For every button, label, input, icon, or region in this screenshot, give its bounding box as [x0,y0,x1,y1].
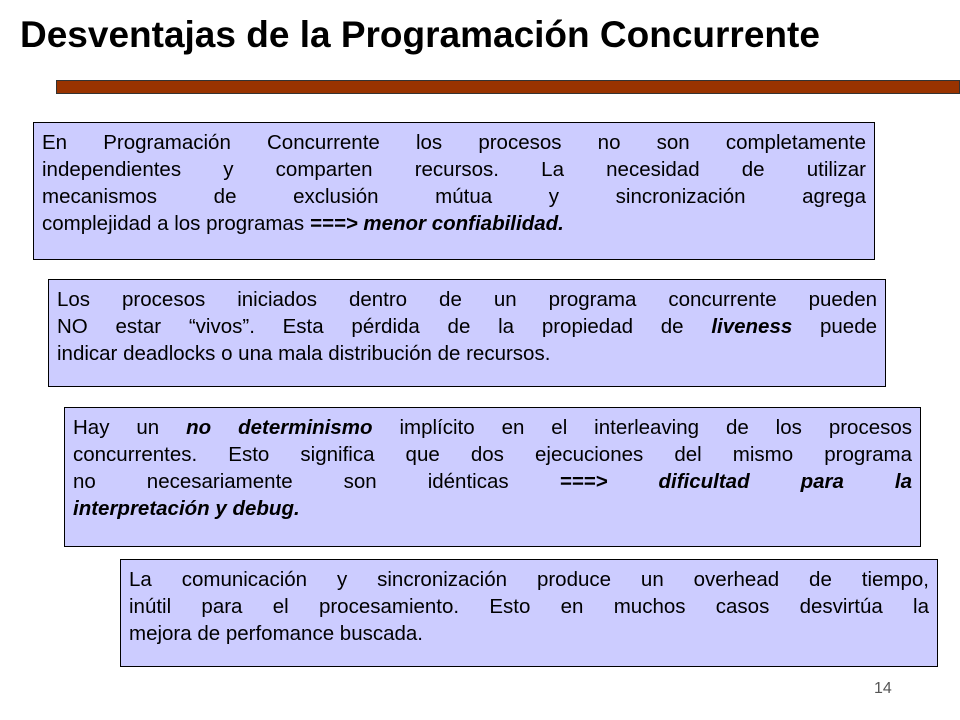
text-line [57,340,877,367]
emphasis-text: ===> dificultad para la [559,470,912,493]
text-span: independientes y comparten recursos. La necesidad de utilizar [42,158,866,181]
emphasis-text: ===> menor confiabilidad. [309,212,564,235]
text-span: En Programación Concurrente los procesos no son completamente [42,131,866,154]
emphasis-text: interpretación y debug. [73,497,300,520]
disadvantage-box-overhead [120,559,938,667]
title-underline-bar [56,80,960,94]
text-span: no necesariamente son idénticas [73,470,560,493]
text-line [57,313,877,340]
text-span: indicar deadlocks o una mala distribución de recursos. [57,342,551,365]
text-span: inútil para el procesamiento. Esto en muchos casos desvirtúa la [129,595,929,618]
text-line [42,210,866,237]
text-span: La comunicación y sincronización produce un overhead de tiempo, [129,568,929,591]
text-line [129,566,929,593]
disadvantage-box-liveness [48,279,886,387]
disadvantage-box-reliability [33,122,875,260]
text-line [57,286,877,313]
text-span: complejidad a los programas [42,212,310,235]
text-line [129,593,929,620]
disadvantage-box-determinism [64,407,921,547]
text-span: Los procesos iniciados dentro de un programa concurrente pueden [57,288,877,311]
text-span: NO estar “vivos”. Esta pérdida de la propiedad de [57,315,712,338]
text-line [73,495,912,522]
text-line [42,183,866,210]
text-span: implícito en el interleaving de los procesos [372,416,913,439]
text-line [73,468,912,495]
emphasis-text: no determinismo [186,416,373,439]
page-number: 14 [874,680,892,697]
text-span: mejora de perfomance buscada. [129,622,424,645]
text-line [129,620,929,647]
text-line [42,129,866,156]
text-span: Hay un [73,416,187,439]
text-line [73,414,912,441]
text-span: mecanismos de exclusión mútua y sincronización agrega [42,185,866,208]
emphasis-text: liveness [711,315,793,338]
text-line [42,156,866,183]
text-span: concurrentes. Esto significa que dos ejecuciones del mismo programa [73,443,912,466]
text-line [73,441,912,468]
text-span: puede [792,315,878,338]
slide-title: Desventajas de la Programación Concurrente [20,14,820,55]
